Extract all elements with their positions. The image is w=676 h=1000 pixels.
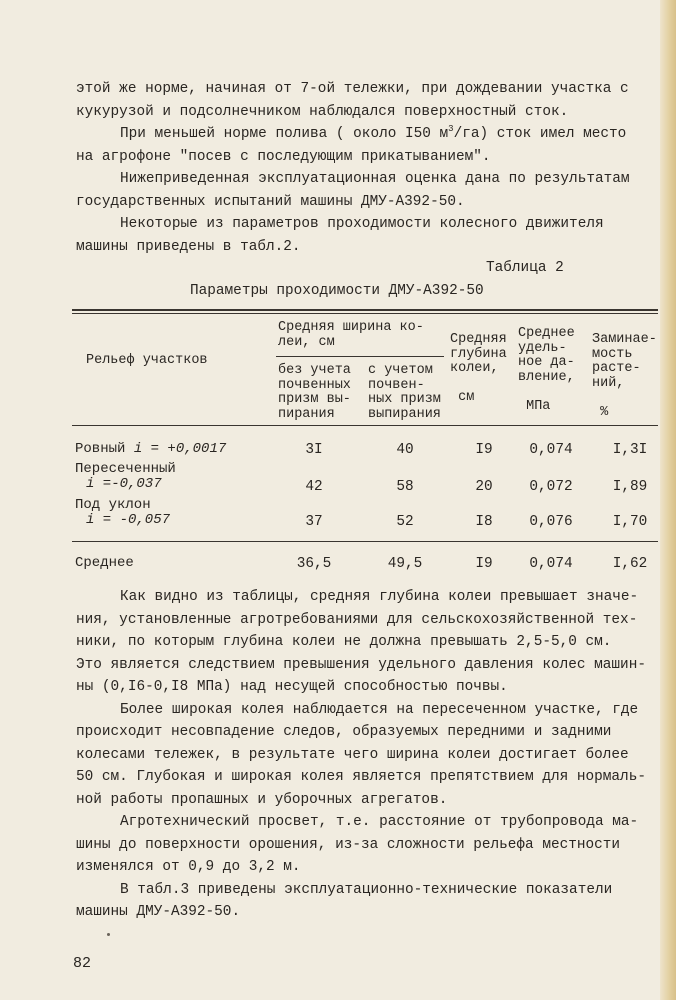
speck (107, 933, 110, 936)
header-depth: Средняя глубина колеи, см (450, 332, 507, 405)
text-line: ния, установленные агротребованиями для сельскохозяйственной тех- (76, 611, 638, 628)
table-cell: 42 (305, 479, 323, 495)
text-line: Агротехнический просвет, т.е. расстояние от трубопровода ма- (120, 814, 639, 830)
text-line: изменялся от 0,9 до 3,2 м. (76, 859, 301, 875)
table-row-name: Под уклон (75, 497, 151, 513)
table-average-cell: 49,5 (387, 556, 423, 572)
table-row-name: Пересеченный (75, 461, 176, 477)
table-average-cell: 36,5 (296, 556, 332, 572)
table-cell: I9 (475, 442, 493, 458)
header-bottom-rule (72, 425, 658, 426)
text-line: Более широкая колея наблюдается на пересеченном участке, где (120, 701, 639, 718)
table-average-cell: I9 (475, 556, 493, 572)
table-row-slope: i = -0,057 (86, 512, 171, 528)
table-cell: I,3I (612, 442, 648, 458)
text-block-top (76, 78, 651, 258)
text-line: государственных испытаний машины ДМУ-А392-50. (76, 193, 465, 210)
table-title: Параметры проходимости ДМУ-А392-50 (190, 283, 484, 299)
table-cell: 0,076 (529, 514, 573, 530)
text-line: происходит несовпадение следов, образуемых передними и задними (76, 724, 612, 740)
table-cell: 0,072 (529, 479, 573, 495)
superscript: 3 (448, 124, 454, 134)
header-width-without: без учета почвенных призм вы- пирания (278, 363, 351, 422)
text-line: кукурузой и подсолнечником наблюдался поверхностный сток. (76, 103, 569, 120)
text-line: Некоторые из параметров проходимости колесного движителя (120, 216, 604, 232)
table-cell: 0,074 (529, 442, 573, 458)
header-width-with: с учетом почвен- ных призм выпирания (368, 363, 441, 422)
text-line: этой же норме, начиная от 7-ой тележки, при дождевании участка с (76, 81, 629, 97)
body-bottom-rule (72, 541, 658, 542)
text-block-bottom (76, 586, 651, 924)
table-average-name: Среднее (75, 555, 134, 571)
table-cell: 20 (475, 479, 493, 495)
table-average-cell: 0,074 (529, 556, 573, 572)
text-line: ны (0,I6-0,I8 МПа) над несущей способностью почвы. (76, 679, 508, 695)
header-relief: Рельеф участков (86, 353, 208, 368)
table-caption: Таблица 2 (486, 260, 564, 276)
table-cell: I,70 (612, 514, 648, 530)
table-top-rule-2 (72, 313, 658, 314)
text-line: машины приведены в табл.2. (76, 238, 301, 255)
header-pressure: Среднее удель- ное да- вление, МПа (518, 326, 575, 414)
table-row-slope: i =-0,037 (86, 476, 162, 492)
page-edge (660, 0, 676, 1000)
table-cell: 37 (305, 514, 323, 530)
table-cell: I8 (475, 514, 493, 530)
header-sub-rule (276, 356, 444, 357)
page-number: 82 (73, 955, 92, 972)
text-line: Как видно из таблицы, средняя глубина колеи превышает значе- (120, 589, 639, 605)
text-line: шины до поверхности орошения, из-за сложности рельефа местности (76, 836, 621, 853)
text-line: Нижеприведенная эксплуатационная оценка дана по результатам (120, 171, 630, 187)
table-cell: 3I (305, 442, 323, 458)
text-line: машины ДМУ-А392-50. (76, 904, 241, 920)
text-line: ники, по которым глубина колеи не должна превышать 2,5-5,0 см. (76, 634, 612, 650)
text-line: В табл.3 приведены эксплуатационно-технические показатели (120, 881, 613, 898)
text-line: на агрофоне "посев с последующим прикатыванием". (76, 148, 491, 165)
text-line: ной работы пропашных и уборочных агрегатов. (76, 791, 448, 808)
header-width-group: Средняя ширина ко- леи, см (278, 320, 424, 350)
table-row-name: Ровный i = +0,0017 (75, 441, 227, 457)
table-average-cell: I,62 (612, 556, 648, 572)
header-damage: Заминае- мость расте- ний, % (592, 332, 657, 420)
table-cell: I,89 (612, 479, 648, 495)
text-line: При меньшей норме полива ( около I50 $м^3/га$) сток имел место (120, 124, 627, 142)
table-cell: 52 (396, 514, 414, 530)
text-line: колесами тележек, в результате чего ширина колеи достигает более (76, 746, 629, 763)
text-line: Это является следствием превышения удельного давления колес машин- (76, 656, 646, 673)
table-top-rule (72, 309, 658, 311)
table-cell: 40 (396, 442, 414, 458)
table-cell: 58 (396, 479, 414, 495)
text-line: 50 см. Глубокая и широкая колея является препятствием для нормаль- (76, 769, 646, 785)
